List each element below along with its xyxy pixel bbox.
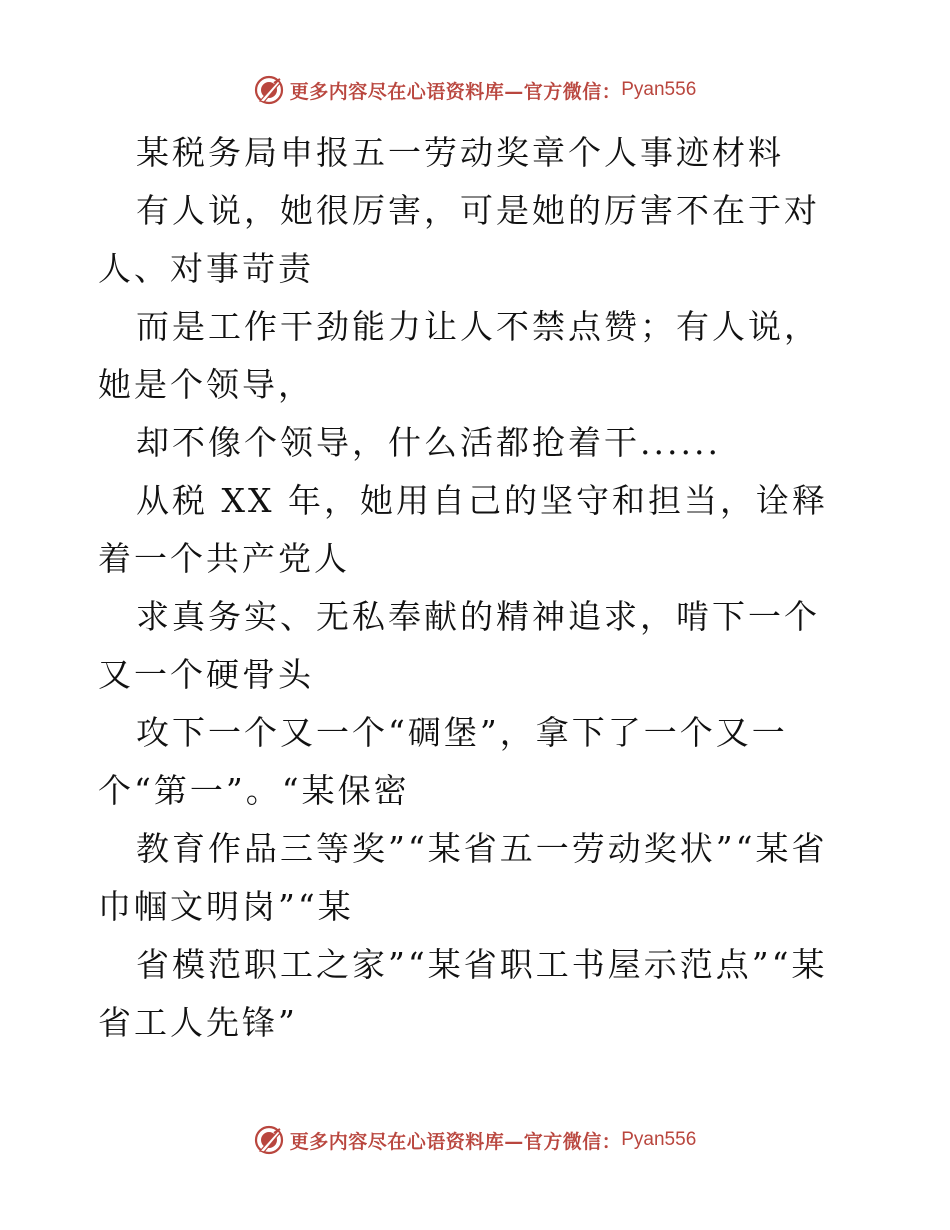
watermark-text: 更多内容尽在心语资料库—官方微信：	[289, 80, 622, 103]
watermark-text: 更多内容尽在心语资料库—官方微信：	[289, 1130, 622, 1153]
watermark-wechat-id: Pyan556	[621, 79, 697, 100]
header-watermark	[0, 72, 950, 108]
paragraph: 攻下一个又一个“碉堡”，拿下了一个又一 个“第一”。“某保密	[98, 713, 788, 810]
document-body	[98, 124, 850, 1052]
paragraph: 却不像个领导，什么活都抢着干......	[136, 423, 721, 462]
paragraph: 有人说，她很厉害，可是她的厉害不在于对人、对事苛责	[98, 191, 820, 288]
watermark-wechat-id: Pyan556	[621, 1129, 697, 1150]
quill-pen-logo-icon	[254, 1125, 284, 1155]
paragraph: 从税 XX 年，她用自己的坚守和担当，诠释着一个共产党人	[98, 481, 828, 578]
quill-pen-logo-icon	[254, 75, 284, 105]
paragraph: 省模范职工之家”“某省职工书屋示范点”“某省工人先锋”	[98, 945, 828, 1042]
paragraph: 而是工作干劲能力让人不禁点赞；有人说，她是个领导，	[98, 307, 820, 404]
footer-watermark	[0, 1122, 950, 1158]
paragraph: 教育作品三等奖”“某省五一劳动奖状”“某省巾帼文明岗”“某	[98, 829, 828, 926]
paragraph: 求真务实、无私奉献的精神追求，啃下一个又一个硬骨头	[98, 597, 820, 694]
document-title: 某税务局申报五一劳动奖章个人事迹材料	[136, 133, 784, 172]
